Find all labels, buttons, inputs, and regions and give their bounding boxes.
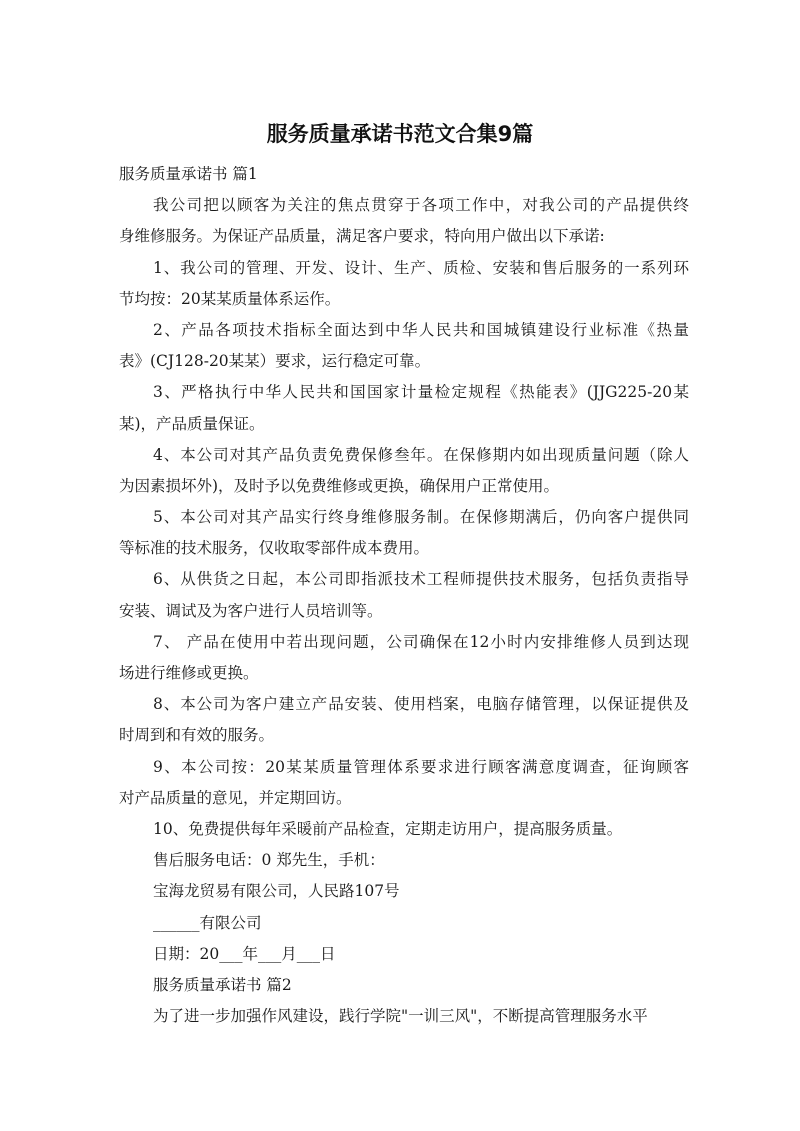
paragraph-line: 10、免费提供每年采暖前产品检查，定期走访用户，提高服务质量。: [153, 819, 623, 838]
document-title: 服务质量承诺书范文合集9篇: [266, 122, 534, 146]
paragraph-line: 9、本公司按：20某某质量管理体系要求进行顾客满意度调查，征询顾客: [153, 757, 689, 776]
paragraph-line: 5、本公司对其产品实行终身维修服务制。在保修期满后，仍向客户提供同: [153, 508, 689, 527]
paragraph-line: 等标准的技术服务，仅收取零部件成本费用。: [119, 539, 430, 558]
paragraph-line: 我公司把以顾客为关注的焦点贯穿于各项工作中，对我公司的产品提供终: [153, 196, 689, 215]
paragraph-line: 节均按：20某某质量体系运作。: [119, 289, 341, 308]
paragraph-line: 为因素损坏外)，及时予以免费维修或更换，确保用户正常使用。: [119, 476, 560, 495]
paragraph-line: 场进行维修或更换。: [119, 664, 259, 682]
document-body: [119, 159, 689, 1032]
section-heading: 服务质量承诺书 篇2: [153, 975, 292, 994]
date-line: 日期：20___年___月___日: [153, 944, 336, 963]
section-heading: 服务质量承诺书 篇1: [119, 165, 258, 183]
contact-line: 售后服务电话：0 郑先生，手机：: [153, 851, 385, 870]
paragraph-line: 安装、调试及为客户进行人员培训等。: [119, 601, 383, 620]
paragraph-line: 1、我公司的管理、开发、设计、生产、质检、安装和售后服务的一系列环: [153, 258, 689, 277]
paragraph-line: 对产品质量的意见，并定期回访。: [119, 788, 352, 807]
paragraph-line: 为了进一步加强作风建设，践行学院"一训三风"，不断提高管理服务水平: [153, 1007, 648, 1026]
address-line: 宝海龙贸易有限公司，人民路107号: [153, 882, 400, 901]
paragraph-line: 某)，产品质量保证。: [119, 414, 265, 433]
paragraph-line: 身维修服务。为保证产品质量，满足客户要求，特向用户做出以下承诺:: [119, 227, 605, 246]
paragraph-line: 表》(CJ128-20某某）要求，运行稳定可靠。: [119, 352, 431, 371]
paragraph-line: 2、产品各项技术指标全面达到中华人民共和国城镇建设行业标准《热量: [153, 320, 689, 339]
paragraph-line: 6、从供货之日起，本公司即指派技术工程师提供技术服务，包括负责指导: [153, 570, 689, 589]
paragraph-line: 8、本公司为客户建立产品安装、使用档案，电脑存储管理，以保证提供及: [153, 695, 689, 714]
paragraph-line: 4、本公司对其产品负责免费保修叁年。在保修期内如出现质量问题（除人: [153, 445, 689, 464]
paragraph-line: 3、严格执行中华人民共和国国家计量检定规程《热能表》(JJG225-20某: [153, 383, 689, 402]
paragraph-line: 时周到和有效的服务。: [119, 726, 275, 745]
company-line: ______有限公司: [153, 913, 262, 932]
paragraph-line: 7、 产品在使用中若出现问题，公司确保在12小时内安排维修人员到达现: [153, 632, 689, 651]
